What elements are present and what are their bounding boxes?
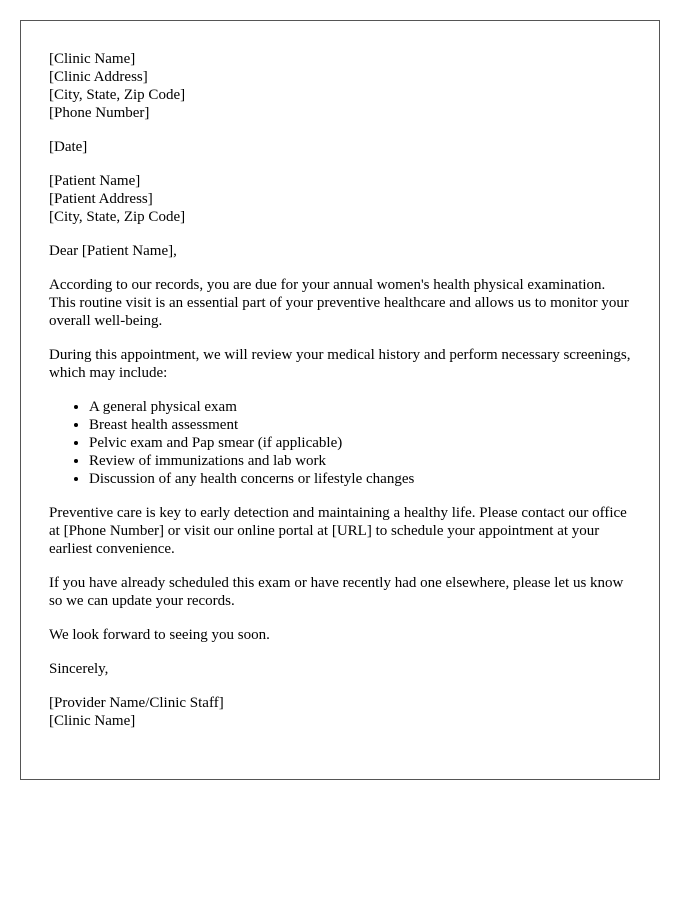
recipient-city-state-zip: [City, State, Zip Code] bbox=[49, 209, 186, 225]
letter-date: [Date] bbox=[49, 139, 88, 155]
recipient-name: [Patient Name] bbox=[49, 173, 141, 189]
sender-phone: [Phone Number] bbox=[49, 105, 150, 121]
sender-city-state-zip: [City, State, Zip Code] bbox=[49, 87, 186, 103]
date-block bbox=[49, 138, 631, 156]
signature-block bbox=[49, 694, 631, 730]
sender-address-block bbox=[49, 50, 631, 122]
list-item: • A general physical exam bbox=[89, 398, 631, 416]
signature-clinic: [Clinic Name] bbox=[49, 713, 136, 729]
sender-clinic-address: [Clinic Address] bbox=[49, 69, 148, 85]
paragraph-preventive-care: Preventive care is key to early detection and maintaining a healthy life. Please contact our office at [Phone Number] or visit our online portal at [URL] to schedule your appointment at your earliest convenience. bbox=[49, 505, 627, 557]
list-item: • Breast health assessment bbox=[89, 416, 631, 434]
letter-document bbox=[20, 20, 660, 780]
list-item: • Review of immunizations and lab work bbox=[89, 452, 631, 470]
recipient-address: [Patient Address] bbox=[49, 191, 153, 207]
sender-clinic-name: [Clinic Name] bbox=[49, 51, 136, 67]
paragraph-look-forward: We look forward to seeing you soon. bbox=[49, 627, 270, 643]
signature-provider: [Provider Name/Clinic Staff] bbox=[49, 695, 224, 711]
paragraph-appointment: During this appointment, we will review your medical history and perform necessary screenings, which may include: bbox=[49, 347, 631, 381]
salutation: Dear [Patient Name], bbox=[49, 243, 177, 259]
recipient-address-block bbox=[49, 172, 631, 226]
paragraph-intro: According to our records, you are due for your annual women's health physical examination. This routine visit is an essential part of your preventive healthcare and allows us to monitor your overall well-being. bbox=[49, 277, 629, 329]
screenings-list bbox=[49, 398, 631, 488]
paragraph-already-scheduled: If you have already scheduled this exam or have recently had one elsewhere, please let us know so we can update your records. bbox=[49, 575, 624, 609]
closing: Sincerely, bbox=[49, 661, 109, 677]
list-item: • Pelvic exam and Pap smear (if applicable) bbox=[89, 434, 631, 452]
list-item: • Discussion of any health concerns or lifestyle changes bbox=[89, 470, 631, 488]
